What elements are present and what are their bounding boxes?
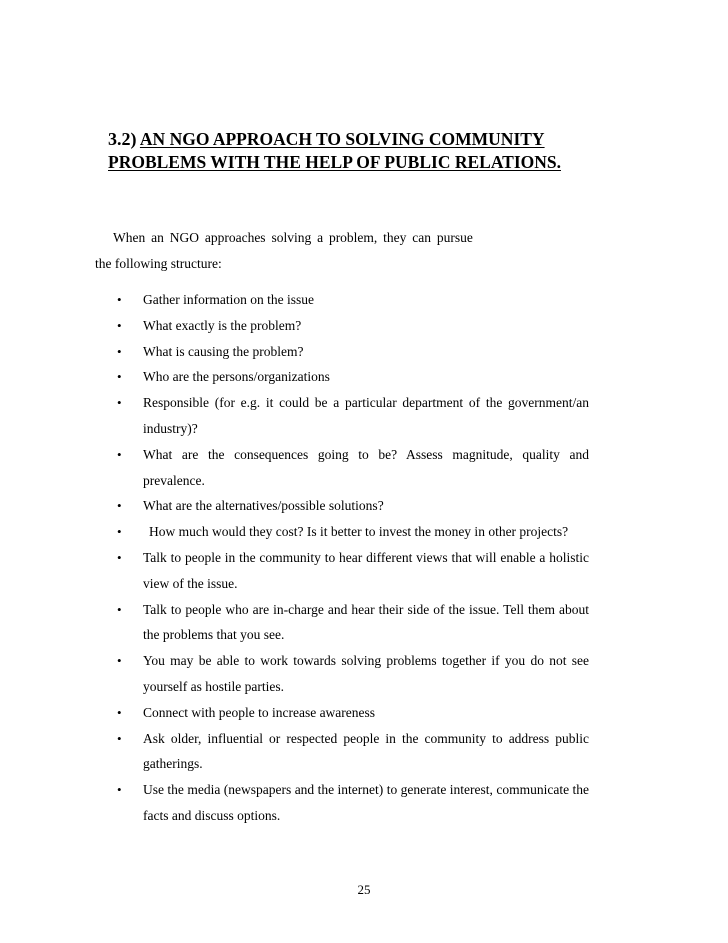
list-item xyxy=(0,442,589,494)
heading-line-1 xyxy=(108,128,668,151)
bullet-icon: • xyxy=(117,653,122,669)
list-item xyxy=(0,364,589,390)
list-item xyxy=(0,700,589,726)
list-item xyxy=(0,390,589,442)
bullet-icon: • xyxy=(117,395,122,411)
list-item-text: Talk to people in the community to hear different views that will enable a holistic view of the issue. xyxy=(143,549,589,591)
list-item xyxy=(0,726,589,778)
bullet-icon: • xyxy=(117,549,122,565)
list-item-text: How much would they cost? Is it better to invest the money in other projects? xyxy=(149,524,569,540)
bullet-icon: • xyxy=(117,498,122,514)
list-item xyxy=(0,339,589,365)
bullet-icon: • xyxy=(117,317,122,333)
bullet-icon: • xyxy=(117,343,122,359)
list-item-text: Ask older, influential or respected people in the community to address public gatherings. xyxy=(143,730,589,772)
list-item-text: Responsible (for e.g. it could be a particular department of the government/an industry)? xyxy=(143,395,589,436)
list-item xyxy=(0,493,589,519)
list-item-text: Who are the persons/organizations xyxy=(143,369,330,385)
bullet-icon: • xyxy=(117,369,122,385)
bullet-icon: • xyxy=(117,730,122,746)
list-item-text: What are the consequences going to be? Assess magnitude, quality and prevalence. xyxy=(143,446,589,488)
bullet-icon: • xyxy=(117,601,122,617)
list-item-text: What is causing the problem? xyxy=(143,343,304,359)
bullet-icon: • xyxy=(117,446,122,462)
list-item xyxy=(0,519,589,545)
list-item xyxy=(0,648,589,700)
list-item-text: Gather information on the issue xyxy=(143,292,314,307)
list-item xyxy=(0,545,589,597)
list-item-text: You may be able to work towards solving problems together if you do not see yourself as hostile parties. xyxy=(143,653,589,694)
intro-line-2: the following structure: xyxy=(95,256,222,271)
intro-paragraph xyxy=(95,225,595,277)
heading-title-line-2: PROBLEMS WITH THE HELP OF PUBLIC RELATIONS. xyxy=(108,152,561,172)
list-item-text: Talk to people who are in-charge and hear their side of the issue. Tell them about the problems that you see. xyxy=(143,601,589,643)
intro-line-1: When an NGO approaches solving a problem, they can pursue xyxy=(113,230,473,245)
bullet-icon: • xyxy=(117,292,122,307)
bullet-icon: • xyxy=(117,704,122,720)
list-item xyxy=(0,287,589,313)
section-heading xyxy=(108,128,668,174)
section-number: 3.2) xyxy=(108,129,137,149)
bullet-icon: • xyxy=(117,524,122,540)
list-item xyxy=(0,777,589,829)
page-number: 25 xyxy=(357,882,371,897)
bullet-list xyxy=(0,287,728,829)
heading-title-line-1: AN NGO APPROACH TO SOLVING COMMUNITY xyxy=(139,129,545,149)
list-item-text: Use the media (newspapers and the internet) to generate interest, communicate the facts and discuss options. xyxy=(143,782,589,823)
list-item xyxy=(0,597,589,649)
list-item-text: Connect with people to increase awareness xyxy=(143,704,376,720)
list-item-text: What exactly is the problem? xyxy=(143,317,302,333)
list-item xyxy=(0,313,589,339)
list-item-text: What are the alternatives/possible solutions? xyxy=(143,498,384,514)
bullet-icon: • xyxy=(117,782,122,798)
